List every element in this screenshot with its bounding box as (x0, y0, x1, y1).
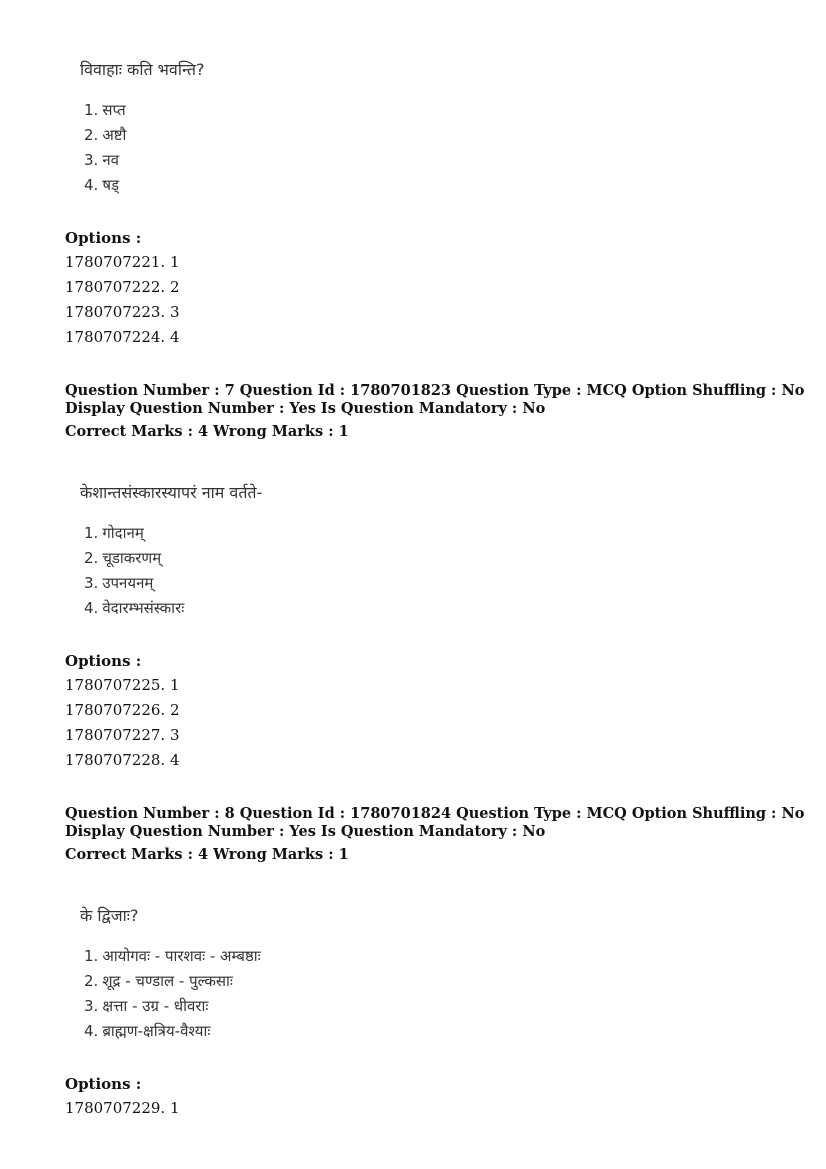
options-label: Options : (65, 652, 142, 670)
question-8-choices (84, 944, 261, 1044)
question-7-marks: Correct Marks : 4 Wrong Marks : 1 (65, 423, 349, 440)
choice-item: 2. अष्टौ (84, 126, 127, 144)
option-item: 1780707228. 4 (65, 751, 180, 769)
question-8-options (65, 1096, 180, 1121)
question-7-meta-line1: Question Number : 7 Question Id : 1780701823 Question Type : MCQ Option Shuffling : No (65, 382, 805, 399)
question-7-meta-line2: Display Question Number : Yes Is Question Mandatory : No (65, 400, 546, 417)
question-6-options (65, 250, 180, 350)
options-label: Options : (65, 1075, 142, 1093)
option-item: 1780707227. 3 (65, 726, 180, 744)
choice-item: 4. षड् (84, 176, 120, 194)
choice-item: 2. चूडाकरणम् (84, 549, 162, 567)
option-item: 1780707221. 1 (65, 253, 180, 271)
option-item: 1780707224. 4 (65, 328, 180, 346)
question-8-marks: Correct Marks : 4 Wrong Marks : 1 (65, 846, 349, 863)
question-7-choices (84, 521, 184, 621)
choice-item: 1. गोदानम् (84, 524, 144, 542)
choice-item: 3. उपनयनम् (84, 574, 154, 592)
option-item: 1780707226. 2 (65, 701, 180, 719)
choice-item: 3. नव (84, 151, 119, 169)
option-item: 1780707229. 1 (65, 1099, 180, 1117)
question-6-choices (84, 98, 126, 198)
choice-item: 1. सप्त (84, 101, 126, 119)
question-8-meta-line1: Question Number : 8 Question Id : 1780701824 Question Type : MCQ Option Shuffling : No (65, 805, 805, 822)
option-item: 1780707225. 1 (65, 676, 180, 694)
options-label: Options : (65, 229, 142, 247)
option-item: 1780707223. 3 (65, 303, 180, 321)
question-8-meta-line2: Display Question Number : Yes Is Question Mandatory : No (65, 823, 546, 840)
question-7-text: केशान्तसंस्कारस्यापरं नाम वर्तते- (80, 483, 263, 502)
choice-item: 4. वेदारम्भसंस्कारः (84, 599, 185, 617)
choice-item: 4. ब्राह्मण-क्षत्रिय-वैश्याः (84, 1022, 211, 1040)
question-6-text: विवाहाः कति भवन्ति? (80, 60, 205, 79)
choice-item: 3. क्षत्ता - उग्र - धीवराः (84, 997, 209, 1015)
option-item: 1780707222. 2 (65, 278, 180, 296)
question-8-text: के द्विजाः? (80, 906, 139, 925)
question-7-options (65, 673, 180, 773)
choice-item: 1. आयोगवः - पारशवः - अम्बष्ठाः (84, 947, 261, 965)
choice-item: 2. शूद्र - चण्डाल - पुल्कसाः (84, 972, 233, 990)
